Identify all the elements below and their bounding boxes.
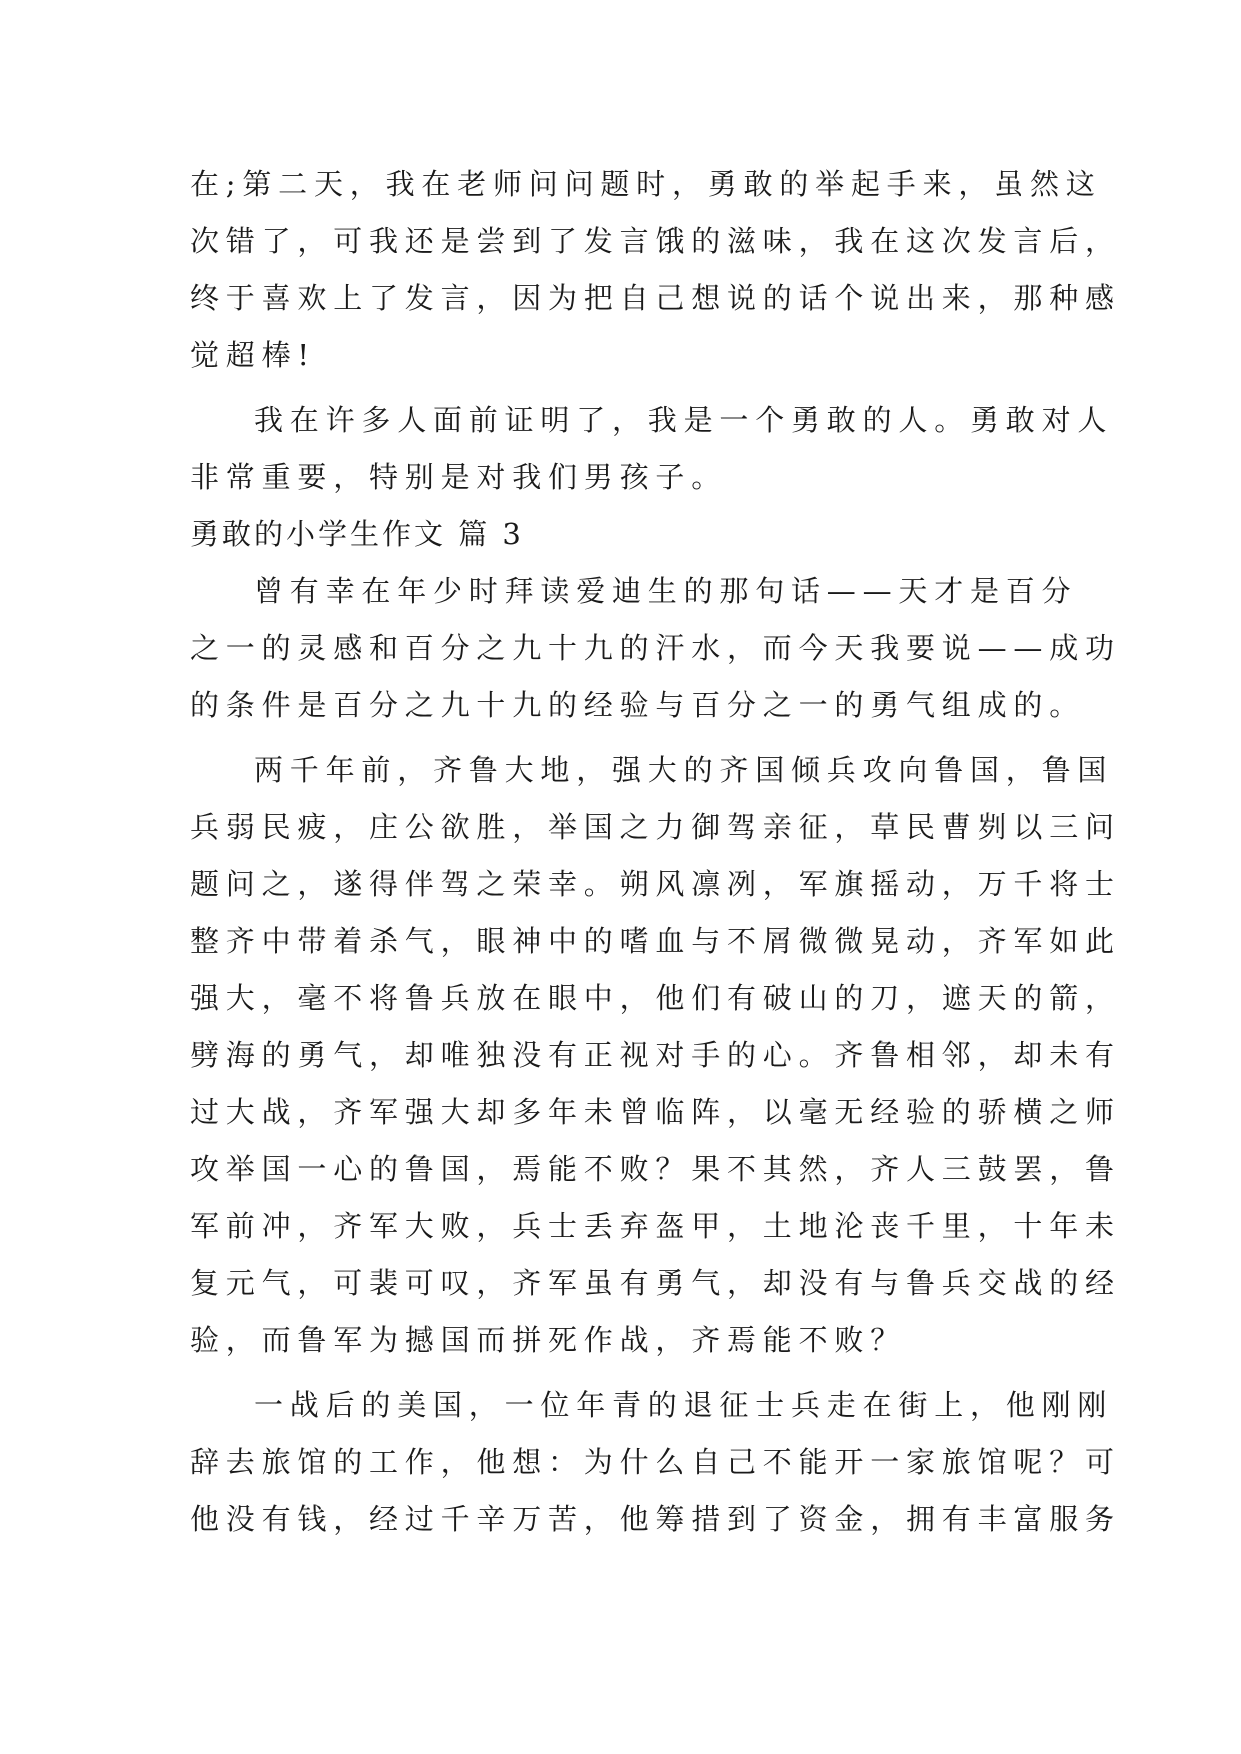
paragraph-first-line: 一战后的美国，一位年青的退征士兵走在街上，他刚刚 [254, 1388, 1114, 1422]
text-line: 次错了，可我还是尝到了发言饿的滋味，我在这次发言后， [190, 224, 1121, 258]
text-line: 非常重要，特别是对我们男孩子。 [190, 460, 728, 494]
text-line: 在;第二天，我在老师问问题时，勇敢的举起手来，虽然这 [190, 167, 1102, 201]
text-line: 劈海的勇气，却唯独没有正视对手的心。齐鲁相邻，却未有 [190, 1038, 1121, 1072]
text-line: 军前冲，齐军大败，兵士丢弃盔甲，土地沦丧千里，十年未 [190, 1209, 1121, 1243]
text-line: 过大战，齐军强大却多年未曾临阵，以毫无经验的骄横之师 [190, 1095, 1121, 1129]
text-line: 他没有钱，经过千辛万苦，他筹措到了资金，拥有丰富服务 [190, 1502, 1121, 1536]
section-heading: 勇敢的小学生作文 篇 3 [190, 517, 524, 551]
text-line: 之一的灵感和百分之九十九的汗水，而今天我要说——成功 [190, 631, 1121, 665]
paragraph-first-line: 两千年前，齐鲁大地，强大的齐国倾兵攻向鲁国，鲁国 [254, 753, 1114, 787]
text-line: 兵弱民疲，庄公欲胜，举国之力御驾亲征，草民曹刿以三问 [190, 810, 1121, 844]
text-line: 觉超棒! [190, 338, 316, 372]
text-line: 终于喜欢上了发言，因为把自己想说的话个说出来，那种感 [190, 281, 1121, 315]
paragraph-first-line: 曾有幸在年少时拜读爱迪生的那句话——天才是百分 [254, 574, 1078, 608]
text-line: 整齐中带着杀气，眼神中的嗜血与不屑微微晃动，齐军如此 [190, 924, 1121, 958]
text-line: 复元气，可裴可叹，齐军虽有勇气，却没有与鲁兵交战的经 [190, 1266, 1121, 1300]
text-line: 题问之，遂得伴驾之荣幸。朔风凛冽，军旗摇动，万千将士 [190, 867, 1121, 901]
text-line: 强大，毫不将鲁兵放在眼中，他们有破山的刀，遮天的箭， [190, 981, 1121, 1015]
text-line: 攻举国一心的鲁国，焉能不败？果不其然，齐人三鼓罢，鲁 [190, 1152, 1121, 1186]
paragraph-first-line: 我在许多人面前证明了，我是一个勇敢的人。勇敢对人 [254, 403, 1114, 437]
text-line: 辞去旅馆的工作，他想：为什么自己不能开一家旅馆呢？可 [190, 1445, 1121, 1479]
text-line: 验，而鲁军为撼国而拼死作战，齐焉能不败？ [190, 1323, 907, 1357]
text-line: 的条件是百分之九十九的经验与百分之一的勇气组成的。 [190, 688, 1086, 722]
